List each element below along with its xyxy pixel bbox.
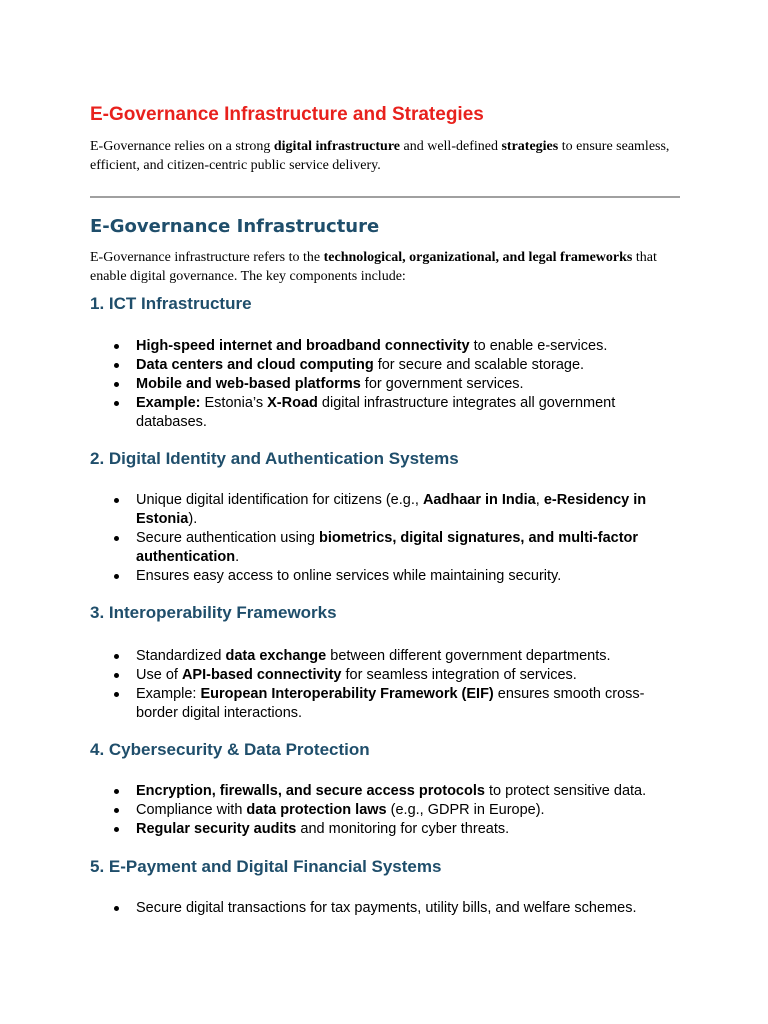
lead-paragraph: E-Governance infrastructure refers to the technological, organizational, and legal frameworks that enable digital governance. The key components include: [90,250,657,284]
list-item: Data centers and cloud computing for secure and scalable storage. [90,356,680,375]
list-item: High-speed internet and broadband connectivity to enable e-services. [90,337,680,356]
cyber-heading: 4. Cybersecurity & Data Protection [90,740,370,759]
interop-heading: 3. Interoperability Frameworks [90,603,337,622]
list-item: Compliance with data protection laws (e.g., GDPR in Europe). [90,801,680,820]
intro-paragraph: E-Governance relies on a strong digital infrastructure and well-defined strategies to ensure seamless, efficient, and citizen-centric public service delivery. [90,139,670,173]
payment-list [90,899,680,918]
list-item: Secure digital transactions for tax payments, utility bills, and welfare schemes. [90,899,680,918]
identity-list [90,491,680,586]
list-item: Unique digital identification for citizens (e.g., Aadhaar in India, e-Residency in Estonia). [90,491,680,529]
list-item: Encryption, firewalls, and secure access protocols to protect sensitive data. [90,782,680,801]
list-item: Secure authentication using biometrics, digital signatures, and multi-factor authentication. [90,529,680,567]
list-item: Standardized data exchange between different government departments. [90,647,680,666]
list-item: Use of API-based connectivity for seamless integration of services. [90,666,680,685]
list-item: Regular security audits and monitoring for cyber threats. [90,820,680,839]
payment-heading: 5. E-Payment and Digital Financial Systems [90,857,442,876]
page-title: E-Governance Infrastructure and Strategies [90,104,484,125]
list-item: Mobile and web-based platforms for government services. [90,375,680,394]
list-item: Ensures easy access to online services while maintaining security. [90,567,680,586]
ict-heading: 1. ICT Infrastructure [90,294,252,313]
horizontal-divider [90,196,680,198]
list-item: Example: Estonia’s X-Road digital infrastructure integrates all government databases. [90,394,680,432]
identity-heading: 2. Digital Identity and Authentication Systems [90,449,459,468]
interop-list [90,647,680,723]
ict-list [90,337,680,432]
list-item: Example: European Interoperability Framework (EIF) ensures smooth cross-border digital interactions. [90,685,680,723]
section-heading: E-Governance Infrastructure [90,216,380,237]
cyber-list [90,782,680,839]
